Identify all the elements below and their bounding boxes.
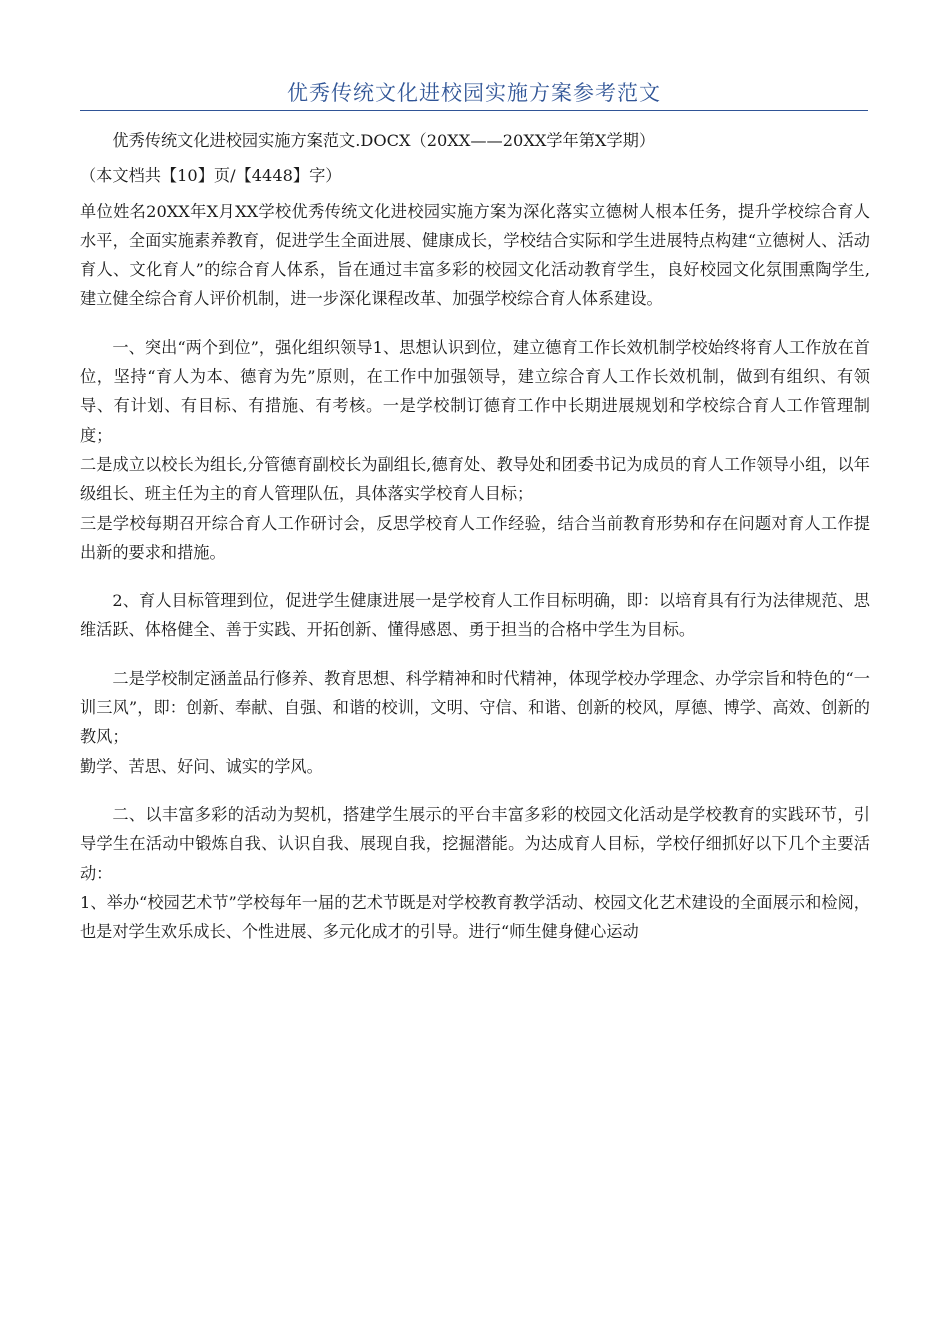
paragraph-art-festival: 1、举办“校园艺术节”学校每年一届的艺术节既是对学校教育教学活动、校园文化艺术建设的全面展示和检阅，也是对学生欢乐成长、个性进展、多元化成才的引导。进行“师生健身健心运动	[80, 892, 870, 942]
document-subtitle: 优秀传统文化进校园实施方案范文.DOCX（20XX——20XX学年第X学期）	[112, 131, 656, 150]
paragraph-section-1: 一、突出“两个到位”，强化组织领导1、思想认识到位，建立德育工作长效机制学校始终将育人工作放在首位，坚持“育人为本、德育为先”原则，在工作中加强领导，建立综合育人工作长效机制，做到有组织、有领导、有计划、有目标、有措施、有考核。一是学校制订德育工作中长期进展规划和学校综合育人工作管理制度；	[80, 337, 870, 445]
paragraph-study-style: 勤学、苦思、好问、诚实的学风。	[80, 756, 323, 776]
title-divider	[80, 110, 868, 111]
paragraph-intro: 单位姓名20XX年X月XX学校优秀传统文化进校园实施方案为深化落实立德树人根本任务，提升学校综合育人水平，全面实施素养教育，促进学生全面进展、健康成长，学校结合实际和学生进展特点构建“立德树人、活动育人、文化育人”的综合育人体系，旨在通过丰富多彩的校园文化活动教育学生，良好校园文化氛围熏陶学生,建立健全综合育人评价机制，进一步深化课程改革、加强学校综合育人体系建设。	[80, 201, 870, 309]
page-title: 优秀传统文化进校园实施方案参考范文	[287, 81, 661, 105]
paragraph-section-1-item-2: 二是成立以校长为组长,分管德育副校长为副组长,德育处、教导处和团委书记为成员的育人工作领导小组，以年级组长、班主任为主的育人管理队伍，具体落实学校育人目标；	[80, 454, 870, 504]
paragraph-section-1-item-3: 三是学校每期召开综合育人工作研讨会，反思学校育人工作经验，结合当前教育形势和存在问题对育人工作提出新的要求和措施。	[80, 513, 870, 562]
document-stats: （本文档共【10】页/【4448】字）	[80, 166, 342, 186]
paragraph-school-motto: 二是学校制定涵盖品行修养、教育思想、科学精神和时代精神，体现学校办学理念、办学宗旨和特色的“一训三风”，即：创新、奉献、自强、和谐的校训，文明、守信、和谐、创新的校风，厚德、博学、高效、创新的教风；	[80, 668, 870, 747]
paragraph-goal-management: 2、育人目标管理到位，促进学生健康进展一是学校育人工作目标明确，即：以培育具有行为法律规范、思维活跃、体格健全、善于实践、开拓创新、懂得感恩、勇于担当的合格中学生为目标。	[80, 591, 870, 640]
document-body	[80, 126, 870, 946]
paragraph-section-2: 二、以丰富多彩的活动为契机，搭建学生展示的平台丰富多彩的校园文化活动是学校教育的实践环节，引导学生在活动中锻炼自我、认识自我、展现自我，挖掘潜能。为达成育人目标，学校仔细抓好以下几个主要活动：	[80, 804, 870, 883]
